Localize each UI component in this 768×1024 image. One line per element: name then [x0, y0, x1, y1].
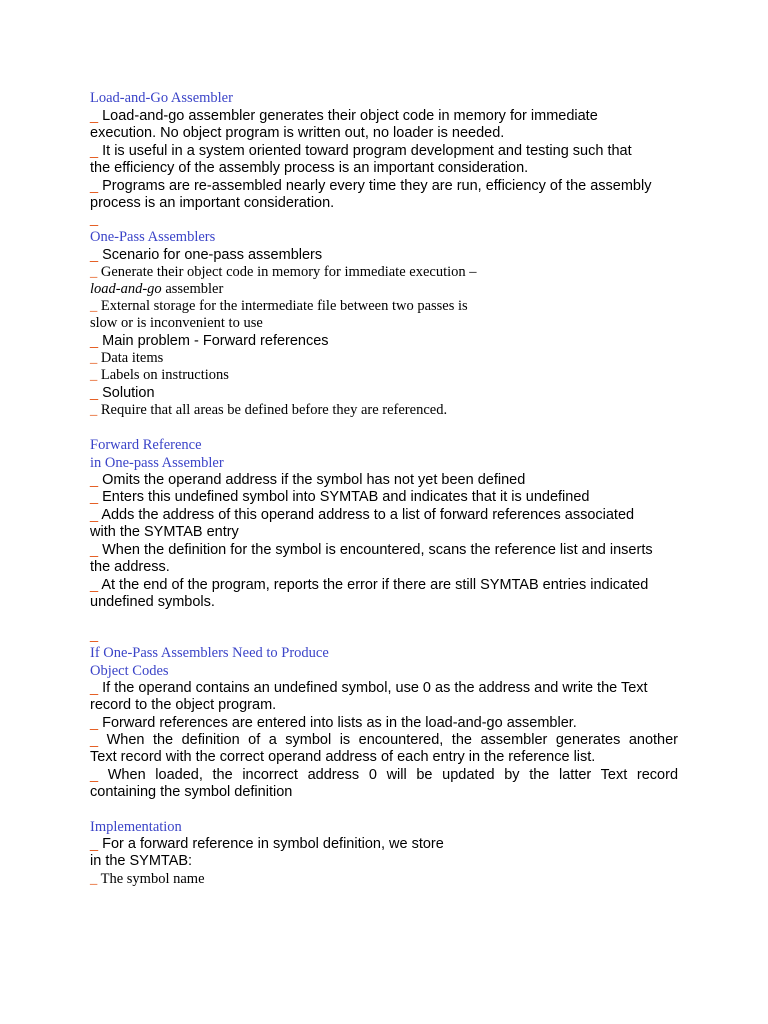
heading-load-and-go: Load-and-Go Assembler — [90, 90, 233, 106]
text-line: execution. No object program is written out, no loader is needed. — [90, 125, 505, 141]
bullet-line: _ Generate their object code in memory for immediate execution – — [90, 264, 477, 280]
text-line: Text record with the correct operand address of each entry in the reference list. — [90, 749, 596, 765]
text-line: load-and-go assembler — [90, 281, 224, 297]
bullet-line: _ The symbol name — [90, 871, 205, 887]
separator-underscore: _ — [90, 627, 99, 643]
bullet-line: _ When loaded, the incorrect address 0 will be updated by the latter Text record — [90, 767, 679, 783]
bullet-line: _ Load-and-go assembler generates their object code in memory for immediate — [90, 108, 598, 124]
text-line: containing the symbol definition — [90, 784, 293, 800]
bullet-line: _ Forward references are entered into lists as in the load-and-go assembler. — [90, 715, 577, 731]
separator-underscore: _ — [90, 211, 99, 227]
heading-object-codes-sub: Object Codes — [90, 663, 169, 679]
heading-forward-reference-sub: in One-pass Assembler — [90, 455, 224, 471]
text-line: record to the object program. — [90, 697, 277, 713]
text-line: process is an important consideration. — [90, 195, 335, 211]
text-line: slow or is inconvenient to use — [90, 315, 263, 331]
bullet-line: _ At the end of the program, reports the error if there are still SYMTAB entries indicated — [90, 577, 649, 593]
text-line: with the SYMTAB entry — [90, 524, 239, 540]
text-line: the address. — [90, 559, 170, 575]
text-line: in the SYMTAB: — [90, 853, 193, 869]
heading-object-codes: If One-Pass Assemblers Need to Produce — [90, 645, 329, 661]
bullet-line: _ For a forward reference in symbol definition, we store — [90, 836, 444, 852]
bullet-line: _ Programs are re-assembled nearly every time they are run, efficiency of the assembly — [90, 178, 652, 194]
bullet-line: _ Labels on instructions — [90, 367, 229, 383]
bullet-line: _ Adds the address of this operand address to a list of forward references associated — [90, 507, 635, 523]
bullet-line: _ Omits the operand address if the symbol has not yet been defined — [90, 472, 526, 488]
bullet-line: _ If the operand contains an undefined symbol, use 0 as the address and write the Text — [90, 680, 648, 696]
bullet-line: _ It is useful in a system oriented toward program development and testing such that — [90, 143, 632, 159]
text-line: the efficiency of the assembly process is an important consideration. — [90, 160, 529, 176]
bullet-line: _ Solution — [90, 385, 155, 401]
bullet-line: _ Scenario for one-pass assemblers — [90, 247, 323, 263]
bullet-line: _ External storage for the intermediate file between two passes is — [90, 298, 468, 314]
heading-forward-reference: Forward Reference — [90, 437, 202, 453]
bullet-line: _ When the definition for the symbol is encountered, scans the reference list and inserts — [90, 542, 653, 558]
bullet-line: _ Data items — [90, 350, 164, 366]
bullet-line: _ Require that all areas be defined before they are referenced. — [90, 402, 448, 418]
bullet-line: _ When the definition of a symbol is encountered, the assembler generates another — [90, 732, 679, 748]
bullet-line: _ Enters this undefined symbol into SYMTAB and indicates that it is undefined — [90, 489, 590, 505]
heading-implementation: Implementation — [90, 819, 182, 835]
text-line: undefined symbols. — [90, 594, 215, 610]
bullet-line: _ Main problem - Forward references — [90, 333, 329, 349]
heading-one-pass: One-Pass Assemblers — [90, 229, 216, 245]
